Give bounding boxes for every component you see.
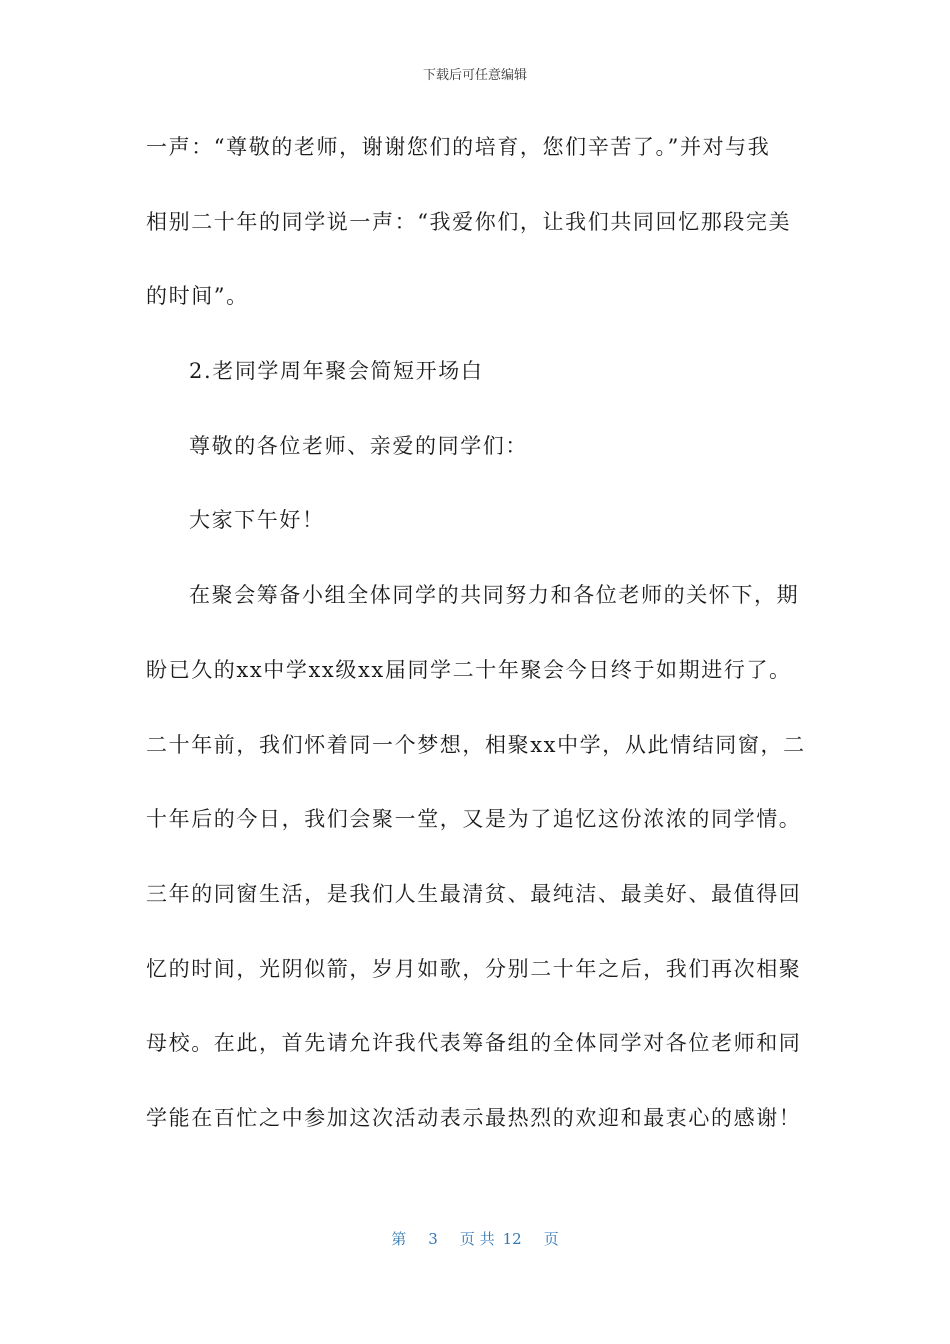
greeting: 大家下午好！: [189, 508, 325, 533]
paragraph-line: 盼已久的xx中学xx级xx届同学二十年聚会今日终于如期进行了。: [146, 657, 792, 682]
page-footer: [0, 1228, 950, 1249]
current-page-number: 3: [428, 1230, 438, 1248]
paragraph-line: 一声：“尊敬的老师，谢谢您们的培育，您们辛苦了。”并对与我: [146, 135, 771, 159]
paragraph-line: 相别二十年的同学说一声：“我爱你们，让我们共同回忆那段完美: [146, 209, 792, 234]
salutation: 尊敬的各位老师、亲爱的同学们：: [189, 433, 528, 458]
paragraph-line: 三年的同窗生活，是我们人生最清贫、最纯洁、最美好、最值得回: [146, 881, 802, 906]
paragraph-line: 的时间”。: [146, 284, 249, 309]
paragraph-line: 二十年前，我们怀着同一个梦想，相聚xx中学，从此情结同窗，二: [146, 732, 806, 757]
total-pages-number: 12: [502, 1230, 522, 1248]
page-header-note: 下载后可任意编辑: [422, 68, 527, 83]
paragraph-line: 母校。在此，首先请允许我代表筹备组的全体同学对各位老师和同: [146, 1031, 802, 1056]
footer-middle: 页 共: [459, 1230, 495, 1248]
footer-prefix: 第: [391, 1230, 407, 1248]
section-heading: 2.老同学周年聚会简短开场白: [189, 359, 484, 384]
paragraph-line: 十年后的今日，我们会聚一堂，又是为了追忆这份浓浓的同学情。: [146, 807, 802, 832]
paragraph-line: 学能在百忙之中参加这次活动表示最热烈的欢迎和最衷心的感谢！: [146, 1105, 802, 1130]
paragraph-line: 在聚会筹备小组全体同学的共同努力和各位老师的关怀下，期: [189, 583, 800, 608]
footer-suffix: 页: [543, 1230, 559, 1248]
document-body: [146, 122, 806, 1168]
paragraph-line: 忆的时间，光阴似箭，岁月如歌，分别二十年之后，我们再次相聚: [146, 956, 802, 981]
